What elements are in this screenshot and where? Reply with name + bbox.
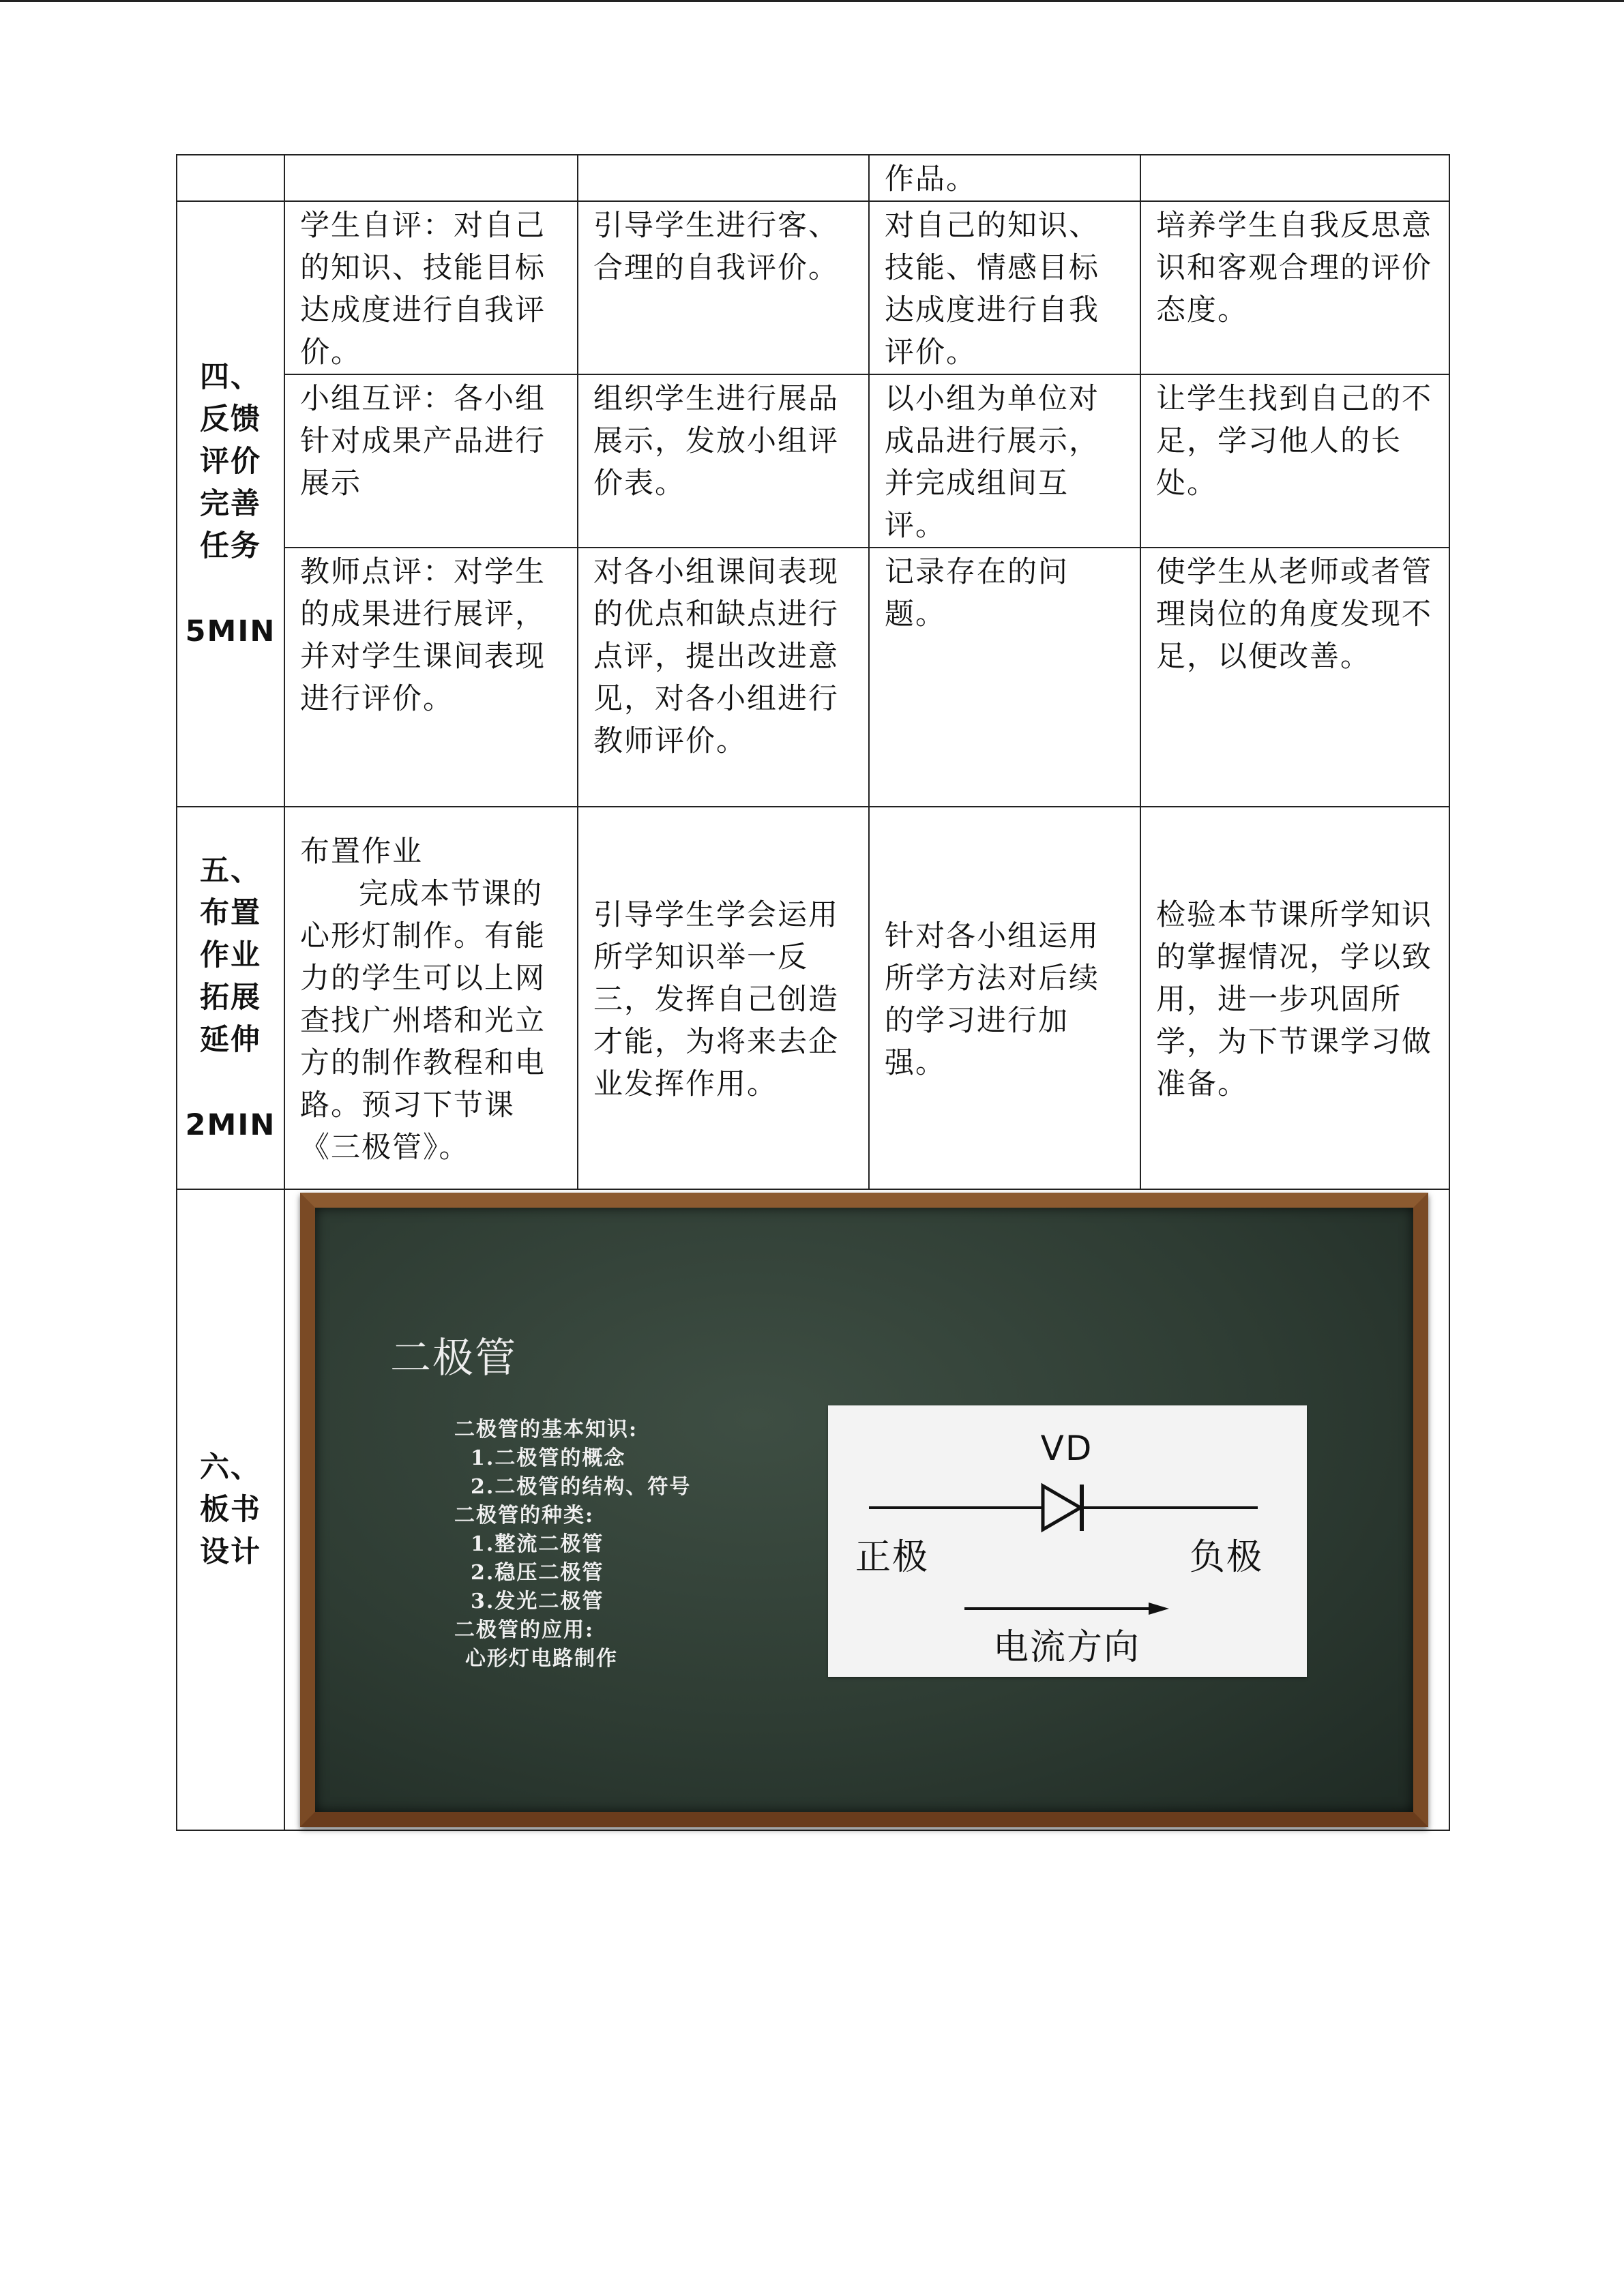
student-activity-cell: 记录存在的问题。 bbox=[869, 548, 1140, 807]
content-cell bbox=[284, 807, 578, 1189]
stage-cell bbox=[177, 155, 284, 201]
table-row bbox=[177, 548, 1449, 807]
diode-triangle-icon bbox=[1043, 1486, 1080, 1530]
diode-diagram bbox=[828, 1405, 1307, 1677]
outline-item: 2.稳压二极管 bbox=[471, 1561, 604, 1585]
design-intent-cell: 培养学生自我反思意识和客观合理的评价态度。 bbox=[1140, 201, 1449, 374]
board-design-cell bbox=[284, 1189, 1449, 1830]
content-cell: 小组互评：各小组针对成果产品进行展示 bbox=[284, 374, 578, 548]
cathode-label: 负极 bbox=[1190, 1537, 1264, 1578]
outline-item: 心形灯电路制作 bbox=[465, 1647, 618, 1671]
outline-item: 二极管的基本知识: bbox=[454, 1418, 638, 1442]
table-row bbox=[177, 1189, 1449, 1830]
outline-item: 3.发光二极管 bbox=[471, 1590, 604, 1613]
stage-label: 四、反馈评价完善任务 bbox=[200, 359, 261, 563]
page-top-border bbox=[0, 0, 1624, 2]
student-activity-cell: 作品。 bbox=[869, 155, 1140, 201]
homework-title: 布置作业 bbox=[300, 834, 423, 869]
student-activity-cell: 对自己的知识、技能、情感目标达成度进行自我评价。 bbox=[869, 201, 1140, 374]
stage-cell bbox=[177, 201, 284, 807]
teacher-activity-cell: 对各小组课间表现的优点和缺点进行点评，提出改进意见，对各小组进行教师评价。 bbox=[578, 548, 869, 807]
stage-label: 六、板书设计 bbox=[200, 1450, 261, 1569]
teacher-activity-cell bbox=[578, 155, 869, 201]
outline-item: 1.整流二极管 bbox=[471, 1532, 604, 1556]
current-direction-label: 电流方向 bbox=[992, 1627, 1141, 1668]
design-intent-cell: 检验本节课所学知识的掌握情况，学以致用，进一步巩固所学，为下节课学习做准备。 bbox=[1140, 807, 1449, 1189]
stage-duration: 5MIN bbox=[185, 614, 276, 648]
table-row bbox=[177, 374, 1449, 548]
blackboard-image bbox=[300, 1193, 1428, 1827]
student-activity-cell: 针对各小组运用所学方法对后续的学习进行加强。 bbox=[869, 807, 1140, 1189]
stage-duration: 2MIN bbox=[185, 1108, 276, 1142]
outline-item: 二极管的应用: bbox=[454, 1618, 595, 1642]
stage-label: 五、布置作业拓展延伸 bbox=[200, 854, 261, 1057]
board-outline bbox=[454, 1416, 691, 1673]
content-cell: 学生自评：对自己的知识、技能目标达成度进行自我评价。 bbox=[284, 201, 578, 374]
board-title: 二极管 bbox=[390, 1335, 517, 1382]
lesson-plan-table bbox=[176, 154, 1450, 1831]
outline-item: 二极管的种类: bbox=[454, 1504, 595, 1527]
content-cell bbox=[284, 155, 578, 201]
current-arrow-icon bbox=[1149, 1602, 1169, 1615]
homework-body: 完成本节课的心形灯制作。有能力的学生可以上网查找广州塔和光立方的制作教程和电路。预习下节课《三极管》。 bbox=[300, 876, 546, 1165]
table-row bbox=[177, 155, 1449, 201]
stage-cell bbox=[177, 1189, 284, 1830]
teacher-activity-cell: 引导学生学会运用所学知识举一反三，发挥自己创造才能，为将来去企业发挥作用。 bbox=[578, 807, 869, 1189]
table-row bbox=[177, 807, 1449, 1189]
design-intent-cell: 让学生找到自己的不足，学习他人的长处。 bbox=[1140, 374, 1449, 548]
teacher-activity-cell: 引导学生进行客、合理的自我评价。 bbox=[578, 201, 869, 374]
teacher-activity-cell: 组织学生进行展品展示，发放小组评价表。 bbox=[578, 374, 869, 548]
outline-item: 1.二极管的概念 bbox=[471, 1446, 626, 1470]
diode-symbol-label: VD bbox=[1040, 1429, 1093, 1468]
table-row bbox=[177, 201, 1449, 374]
stage-cell bbox=[177, 807, 284, 1189]
design-intent-cell bbox=[1140, 155, 1449, 201]
anode-label: 正极 bbox=[855, 1537, 930, 1578]
design-intent-cell: 使学生从老师或者管理岗位的角度发现不足，以便改善。 bbox=[1140, 548, 1449, 807]
student-activity-cell: 以小组为单位对成品进行展示，并完成组间互评。 bbox=[869, 374, 1140, 548]
outline-item: 2.二极管的结构、符号 bbox=[471, 1475, 692, 1499]
content-cell: 教师点评：对学生的成果进行展评，并对学生课间表现进行评价。 bbox=[284, 548, 578, 807]
